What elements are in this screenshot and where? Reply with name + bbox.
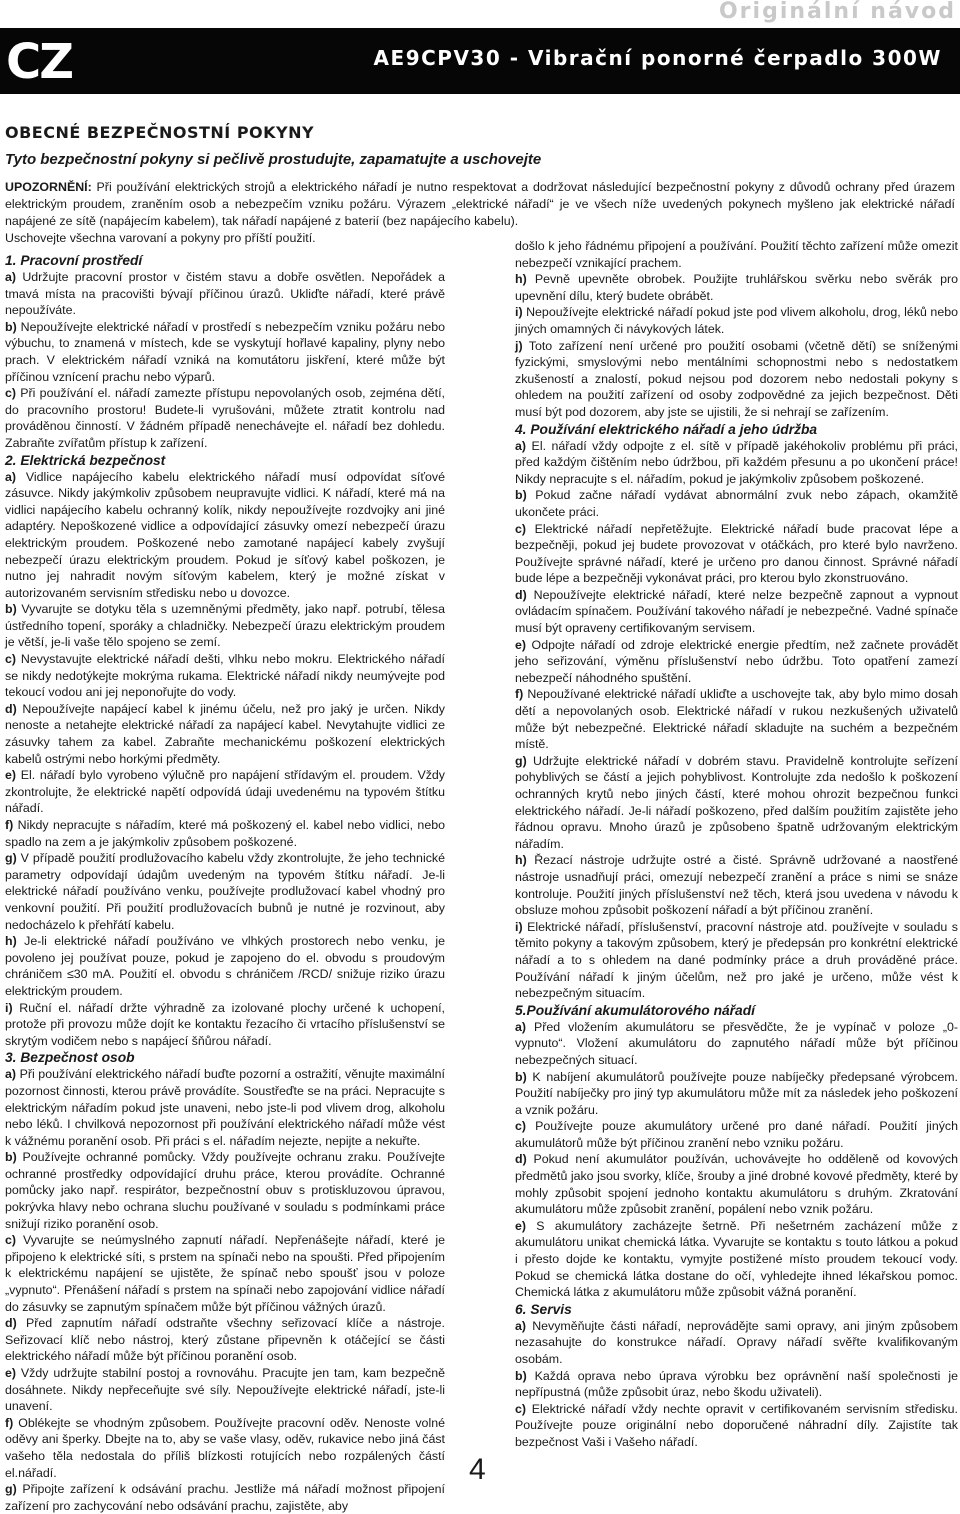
instruction-item [515,1118,958,1151]
instruction-item [5,1315,445,1365]
instruction-item [5,269,445,319]
instruction-item [5,1365,445,1415]
instruction-item [5,1066,445,1149]
item-label: a) [515,438,527,453]
item-text: Odpojte nářadí od zdroje elektrické energie předtím, než začnete provádět jeho seřizování, výměnu příslušenství nebo údržbu. Toto opatření zamezí nebezpečí náhodného spuštění. [515,637,958,685]
manual-title: Originální návod [718,0,956,24]
item-text: Nepoužívejte elektrické nářadí v prostředí s nebezpečím vzniku požáru nebo výbuchu, to znamená v místech, kde se vyskytují hořlavé kapaliny, plyny nebo prach. V elektrickém nářadí vzniká na komutátoru jiskření, které může být příčinou vznícení prachu nebo výparů. [5,319,445,384]
instruction-item [515,438,958,488]
instruction-item [515,852,958,918]
item-text: Elektrické nářadí, příslušenství, pracovní nástroje atd. používejte v souladu s těmito pokyny a takovým způsobem, který je předepsán pro konkrétní elektrické nářadí a to s ohledem na dané podmínky práce a druh prováděné práce. Používání nářadí k jiným účelům, než pro jaké je určeno, může vést k nebezpečným situacím. [515,919,958,1001]
item-label: b) [5,1150,17,1165]
instruction-item [515,919,958,1002]
item-text: Vyvarujte se neúmyslného zapnutí nářadí. Nepřenášejte nářadí, které je připojeno k elektrické síti, s prstem na spínači nebo na spoušti. Před připojením k elektrickému napájení se ujistěte, že spínač nebo spoušť jsou v poloze „vypnuto“. Přenášení nářadí s prstem na spínači nebo zapojování vidlice nářadí do zásuvky se zapnutým spínačem může být příčinou vážných úrazů. [5,1233,445,1314]
subsection-heading: 5.Používání akumulátorového nářadí [515,1002,755,1018]
item-text: Připojte zařízení k odsávání prachu. Jestliže má nářadí možnost připojení zařízení pro zachycování nebo odsávání prachu, zajistěte, aby [5,1482,445,1513]
item-text: došlo k jeho řádnému připojení a používání. Použití těchto zařízení může omezit nebezpečí vznikající prachem. [515,239,958,270]
item-text: Vyvarujte se dotyku těla s uzemněnými předměty, jako např. potrubí, tělesa ústředního topení, sporáky a chladničky. Nebezpečí úrazu elektrickým proudem je větší, je-li vaše tělo spojeno se zemí. [5,602,445,650]
item-label: a) [5,469,17,484]
instruction-item [5,651,445,701]
item-label: b) [515,488,527,503]
item-text: Udržujte elektrické nářadí v dobrém stavu. Pravidelně kontrolujte seřízení pohyblivých se částí a jejich pohyblivost. Kontrolujte zda nedošlo k poškození ochranných krytů nebo jiných částí, které mohou ohrozit bezpečnou funkci elektrického nářadí. Je-li nářadí poškozeno, před dalším použitím zajistěte jeho řádnou opravu. Mnoho úrazů je způsobeno špatně udržovaným elektrickým nářadím. [515,753,958,851]
item-label: e) [5,1366,17,1380]
item-text: Nepoužívejte elektrické nářadí pokud jste pod vlivem alkoholu, drog, léků nebo jiných omamných či návykových látek. [515,305,958,336]
instruction-item [5,1149,445,1232]
instruction-item [5,1481,445,1514]
item-label: a) [515,1019,527,1034]
section-title: OBECNÉ BEZPEČNOSTNÍ POKYNY [5,123,315,142]
item-text: Každá oprava nebo úprava výrobku bez oprávnění naší společnosti je nepřípustná (může způsobit úraz, nebo škodu uživateli). [515,1368,958,1400]
item-text: Elektrické nářadí vždy nechte opravit v certifikovaném servisním středisku. Používejte pouze originální nebo doporučené náhradní díly. Zajistíte tak bezpečnost Vaši i Vašeho nářadí. [515,1401,958,1449]
section-subtitle: Tyto bezpečnostní pokyny si pečlivě prostudujte, zapamatujte a uschovejte [5,151,542,168]
instruction-item [5,701,445,767]
item-label: UPOZORNĚNÍ: [5,180,92,194]
item-label: d) [5,701,17,716]
instruction-item [5,179,955,230]
subsection-heading: 3. Bezpečnost osob [5,1050,135,1066]
instruction-item [515,1151,958,1217]
item-label: e) [5,768,17,783]
item-label: b) [515,1368,527,1383]
instruction-item [5,319,445,385]
item-text: Uschovejte všechna varovaní a pokyny pro příští použití. [5,231,316,245]
item-label: a) [515,1318,527,1333]
item-text: Nevyměňujte části nářadí, neprovádějte sami opravy, ani jiným způsobem nezasahujte do konstrukce nářadí. Opravy nářadí svěřte kvalifikovaným osobám. [515,1318,958,1366]
instruction-item [5,817,445,850]
instruction-item [515,1218,958,1301]
instruction-item [5,469,445,602]
instruction-item [515,338,958,421]
item-text: Pokud není akumulátor používán, uchovávejte ho odděleně od kovových předmětů jako jsou svorky, klíče, šrouby a jiné drobné kovové předměty, které by mohly způsobit spojení jednoho kontaktu akumulátoru s druhým. Zkratování akumulátoru může způsobit zranění, popálení nebo vznik požáru. [515,1152,958,1217]
left-column [5,252,445,1514]
item-text: Pokud začne nářadí vydávat abnormální zvuk nebo zápach, okamžitě ukončete práci. [515,488,958,519]
item-text: Oblékejte se vhodným způsobem. Používejte pracovní oděv. Nenoste volné oděvy ani šperky. Dbejte na to, aby se vaše vlasy, oděv, rukavice nebo jiná část vašeho těla nedostala do příliš blízkosti rotujících nebo rozpálených částí el.nářadí. [5,1415,445,1480]
instruction-item [515,304,958,337]
item-text: Při používání elektrických strojů a elektrického nářadí je nutno respektovat a dodržovat následující bezpečnostní pokyny z důvodů ochrany před úrazem elektrickým proudem, zraněním osob a nebezpečím vzniku požáru. Výrazem „elektrické nářadí“ je ve všech níže uvedených pokynech myšleno jak elektrické nářadí napájené ze sítě (napájecím kabelem), tak nářadí napájené z baterií (bez napájecího kabelu). [5,180,955,228]
instruction-item [515,1019,958,1069]
subsection-heading: 6. Servis [515,1301,572,1317]
item-label: b) [5,602,17,617]
item-label: d) [515,587,527,602]
item-label: b) [5,319,17,334]
item-label: f) [5,818,14,832]
instruction-item [515,1401,958,1451]
item-text: Při používání elektrického nářadí buďte pozorní a ostražití, věnujte maximální pozornost činnosti, kterou právě provádíte. Soustřeďte se na práci. Nepracujte s elektrickým nářadím pokud jste unaveni, nebo jste-li pod vlivem drog, alkoholu nebo léků. I chvilková nepozornost při používání elektrického nářadí může vést k vážnému poranění osob. Při práci s el. nářadím nejezte, nepijte a nekuřte. [5,1067,445,1148]
item-label: c) [5,1233,17,1248]
item-label: h) [5,934,17,949]
item-text: Před zapnutím nářadí odstraňte všechny seřizovací klíče a nástroje. Seřizovací klíč nebo nástroj, který zůstane připevněn k otáčející se části elektrického nářadí může být příčinou poranění osob. [5,1316,445,1364]
item-label: g) [515,753,527,768]
instruction-item [5,601,445,651]
item-label: c) [515,1119,527,1134]
item-label: f) [5,1415,14,1430]
instruction-item [515,1318,958,1368]
item-label: i) [5,1000,13,1015]
item-text: Vidlice napájecího kabelu elektrického nářadí musí odpovídat síťové zásuvce. Nikdy jakýmkoliv způsobem neupravujte vidlici. K nářadí, které má na vidlici napájecího kabelu ochranný kolík, nikdy nepoužívejte rozdvojky ani jiné adaptéry. Nepoškozené vidlice a odpovídající zásuvky omezí nebezpečí úrazu elektrickým proudem. Poškozené nebo zamotané napájecí kabely zvyšují nebezpečí úrazu elektrickým proudem. Pokud je síťový kabel poškozen, je nutno jej nahradit novým síťovým kabelem, který je možné získat v autorizovaném servisním středisku nebo u dovozce. [5,469,445,600]
item-text: Nepoužívejte napájecí kabel k jinému účelu, než pro jaký je určen. Nikdy nenoste a netahejte elektrické nářadí za napájecí kabel. Nevytahujte vidlici ze zásuvky tahem za kabel. Zabraňte mechanickému poškození elektrických kabelů ostrými nebo horkými předměty. [5,701,445,766]
item-label: b) [515,1069,527,1084]
right-column [515,238,958,1451]
item-text: Používejte ochranné pomůcky. Vždy používejte ochranu zraku. Používejte ochranné prostředky odpovídající druhu práce, kterou provádíte. Ochranné pomůcky jako např. respirátor, bezpečnostní obuv s protiskluzovou úpravou, pokrývka hlavy nebo ochrana sluchu používané v souladu s podmínkami práce snižují riziko poranění osob. [5,1150,445,1231]
instruction-item [515,686,958,752]
item-label: e) [515,1218,527,1233]
instruction-item [515,521,958,587]
item-label: f) [515,687,524,702]
instruction-item [5,1232,445,1315]
instruction-item [5,933,445,999]
item-label: a) [5,1067,17,1082]
instruction-item [515,1069,958,1119]
instruction-item [515,637,958,687]
item-label: c) [515,521,527,536]
item-text: Elektrické nářadí nepřetěžujte. Elektrické nářadí bude pracovat lépe a bezpečněji, pokud jej budete provozovat v otáčkách, pro které bylo navrženo. Používejte správné nářadí, které je určeno pro danou činnost. Správné nářadí bude lépe a bezpečněji vykonávat práci, pro kterou bylo zkonstruováno. [515,521,958,586]
item-text: Nikdy nepracujte s nářadím, které má poškozený el. kabel nebo vidlici, nebo spadlo na zem a je jakýmkoliv způsobem poškozené. [5,818,445,849]
item-label: c) [5,386,17,401]
item-text: K nabíjení akumulátorů používejte pouze nabíječky předepsané výrobcem. Použití nabíječky pro jiný typ akumulátoru může mít za následek jeho poškození a vznik požáru. [515,1069,958,1117]
instruction-item [5,850,445,933]
item-label: g) [5,851,17,866]
item-text: Udržujte pracovní prostor v čistém stavu a dobře osvětlen. Nepořádek a tmavá místa na pracovišti bývají příčinou úrazů. Ukliďte nářadí, které právě nepoužíváte. [5,270,445,318]
instruction-item [515,587,958,637]
subsection-heading: 4. Používání elektrického nářadí a jeho údržba [515,421,818,437]
header-bar [0,28,960,94]
item-text: Toto zařízení není určené pro použití osobami (včetně dětí) se sníženými fyzickými, smyslovými nebo mentálními schopnostmi nebo s nedostatkem zkušeností a znalostí, pokud nejsou pod dozorem nebo nedostali pokyny s ohledem na použití zařízení od osoby zodpovědné za jejich bezpečnost. Děti musí být pod dozorem, aby jste se ujistili, že si nehrají se zařízením. [515,338,958,419]
item-text: Nepoužívejte elektrické nářadí, které nelze bezpečně zapnout a vypnout ovládacím spínačem. Používání takového nářadí je nebezpečné. Vadné spínače musí být opraveny certifikovaným servisem. [515,587,958,636]
subsection-heading: 2. Elektrická bezpečnost [5,452,166,468]
item-text: Pevně upevněte obrobek. Použijte truhlářskou svěrku nebo svěrák pro upevnění dílu, který budete obrábět. [515,272,958,303]
item-text: El. nářadí vždy odpojte z el. sítě v případě jakéhokoliv problému při práci, před každým čištěním nebo údržbou, při každém přesunu a po ukončení práce! Nikdy nepracujte s el. nářadím, pokud je jakýmkoliv způsobem poškozené. [515,438,958,486]
item-label: i) [515,919,523,934]
instruction-item [515,238,958,271]
instruction-item [515,271,958,304]
item-text: Při používání el. nářadí zamezte přístupu nepovolaných osob, zejména dětí, do pracovního prostoru! Budete-li vyrušováni, můžete ztratit kontrolu nad prováděnou činností. V žádném případě nenechávejte el. nářadí bez dohledu. Zabraňte zvířatům přístup k zařízení. [5,386,445,450]
item-label: c) [515,1401,527,1416]
item-label: i) [515,305,523,320]
instruction-item [5,767,445,817]
item-text: Ruční el. nářadí držte výhradně za izolované plochy určené k uchopení, protože při provozu může dojít ke kontaktu řezacího či vrtacího příslušenství se skrytým vodičem nebo s napájecí šňůrou nářadí. [5,1000,445,1048]
page-number: 4 [469,1453,486,1486]
product-title: AE9CPV30 - Vibrační ponorné čerpadlo 300W [373,46,942,70]
item-text: El. nářadí bylo vyrobeno výlučně pro napájení střídavým el. proudem. Vždy zkontrolujte, že elektrické napětí odpovídá údaji uvedenému na typovém štítku nářadí. [5,768,445,816]
item-text: Vždy udržujte stabilní postoj a rovnováhu. Pracujte jen tam, kam bezpečně dosáhnete. Nikdy nepřeceňujte své síly. Nepoužívejte elektrické nářadí, jste-li unavení. [5,1366,445,1414]
item-text: Nevystavujte elektrické nářadí dešti, vlhku nebo mokru. Elektrického nářadí se nikdy nedotýkejte mokrýma rukama. Elektrické nářadí nikdy neumývejte pod tekoucí vodou ani jej neponořujte do vody. [5,652,445,700]
instruction-item [5,385,445,451]
item-label: h) [515,853,527,868]
item-label: h) [515,272,527,287]
item-label: d) [5,1316,17,1331]
header-top [0,0,960,28]
item-text: Před vložením akumulátoru se přesvědčte, že je vypínač v poloze „0-vypnuto“. Vložení akumulátoru do zapnutého nářadí může být příčinou nebezpečných situací. [515,1019,958,1067]
item-label: e) [515,637,527,652]
language-code: CZ [6,34,73,90]
item-label: d) [515,1152,527,1167]
item-text: S akumulátory zacházejte šetrně. Při nešetrném zacházení může z akumulátoru unikat chemická látka. Vyvarujte se kontaktu s touto látkou a pokud i přesto dojde ke kontaktu, vymyjte postižené místo proudem tekoucí vody. Pokud se chemická látka dostane do očí, vyhledejte ihned lékařskou pomoc. Chemická látka z akumulátoru může způsobit vážná poranění. [515,1218,958,1300]
instruction-item [5,1415,445,1481]
intro-text [5,179,955,247]
item-text: Používejte pouze akumulátory určené pro dané nářadí. Použití jiných akumulátorů může být příčinou zranění nebo vzniku požáru. [515,1119,958,1150]
item-label: j) [515,338,523,353]
instruction-item [515,1368,958,1401]
item-text: V případě použití prodlužovacího kabelu vždy zkontrolujte, že jeho technické parametry odpovídají údajům uvedeným na typovém štítku nářadí. Je-li elektrické nářadí používáno venku, používejte prodlužovací kabel vhodný pro venkovní použití. Při použití prodlužovacích bubnů je nutné je rozvinout, aby nedocházelo k přehřátí kabelu. [5,851,445,932]
subsection-heading: 1. Pracovní prostředí [5,253,143,268]
item-label: g) [5,1482,17,1497]
instruction-item [515,753,958,853]
item-text: Nepoužívané elektrické nářadí ukliďte a uschovejte tak, aby bylo mimo dosah dětí a nepovolaných osob. Elektrické nářadí v rukou nezkušených uživatelů může být nebezpečné. Elektrické nářadí skladujte na suchém a bezpečném místě. [515,687,958,752]
item-label: c) [5,652,17,667]
item-text: Je-li elektrické nářadí používáno ve vlhkých prostorech nebo venku, je povoleno jej používat pouze, pokud je zapojeno do el. obvodu s proudovým chráničem ≤30 mA. Použití el. obvodu s chráničem /RCD/ snižuje riziko úrazu elektrickým proudem. [5,934,445,998]
instruction-item [515,487,958,520]
item-text: Řezací nástroje udržujte ostré a čisté. Správně udržované a naostřené nástroje usnadňují práci, omezují nebezpečí zranění a práce s nimi se snáze kontroluje. Použití jiných příslušenství než těch, která jsou uvedena v návodu k obsluze mohou způsobit poškození nářadí a být příčinou zranění. [515,853,958,918]
instruction-item [5,1000,445,1050]
item-label: a) [5,270,17,284]
